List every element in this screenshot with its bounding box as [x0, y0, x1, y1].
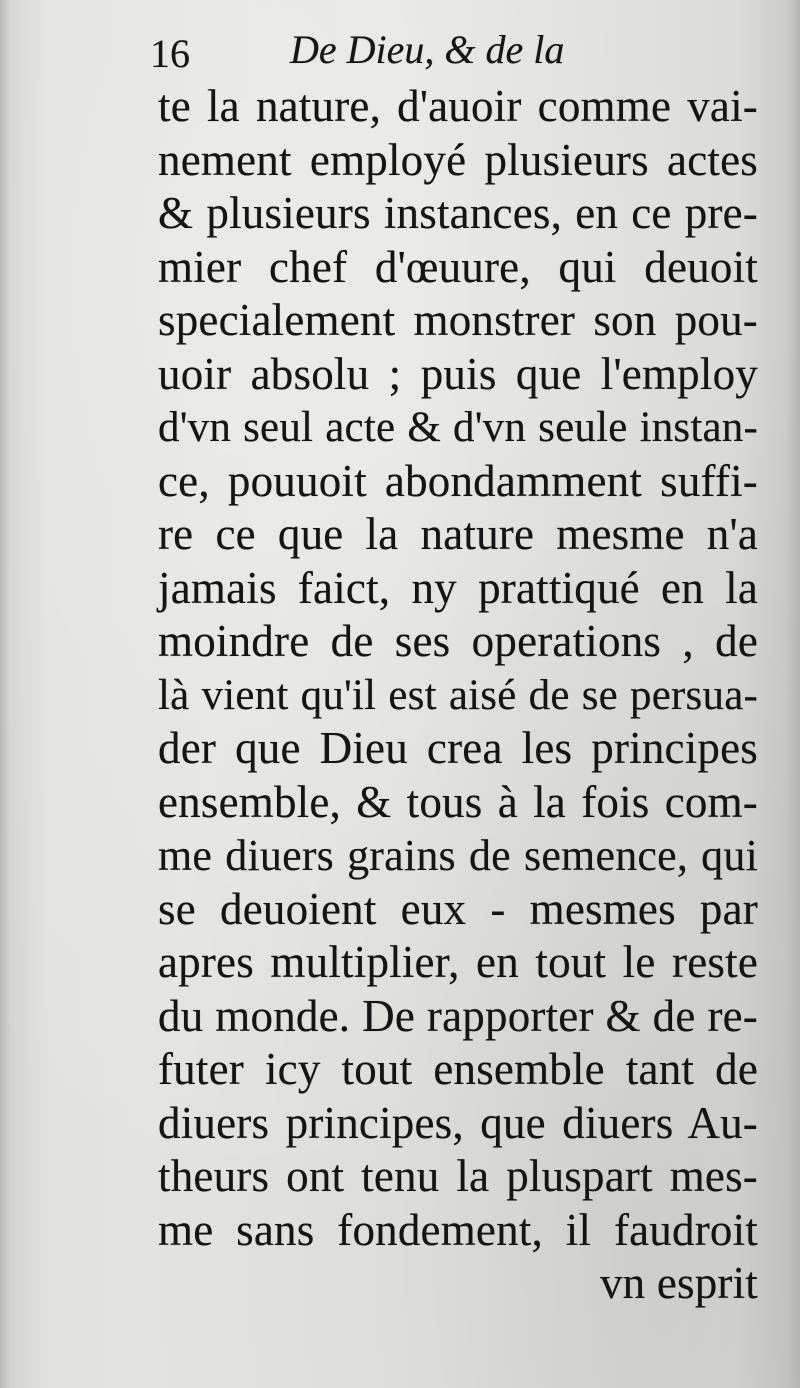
text-line: là vient qu'il est aisé de se persua-: [158, 671, 758, 719]
body-text: [158, 80, 758, 1311]
text-line: futer icy tout ensemble tant de: [158, 1044, 758, 1094]
text-line: apres multiplier, en tout le reste: [158, 937, 758, 987]
text-line: theurs ont tenu la pluspart mes-: [158, 1151, 758, 1201]
text-line: ce, pouuoit abondamment suffi-: [158, 455, 758, 506]
running-head: De Dieu, & de la: [290, 27, 565, 72]
text-line: specialement monstrer son pou-: [158, 295, 758, 345]
text-line: se deuoient eux - mesmes par: [158, 883, 758, 934]
text-line: d'vn seul acte & d'vn seule instan-: [158, 404, 758, 451]
text-line: & plusieurs instances, en ce pre-: [158, 188, 758, 238]
page-right-edge-shadow: [786, 0, 800, 1388]
text-line: du monde. De rapporter & de re-: [158, 990, 758, 1041]
page-header: [150, 12, 630, 82]
page-number: 16: [150, 31, 190, 76]
text-line: re ce que la nature mesme n'a: [158, 509, 758, 559]
text-line: moindre de ses operations , de: [158, 616, 758, 666]
text-line: der que Dieu crea les principes: [158, 723, 758, 773]
text-line: diuers principes, que diuers Au-: [158, 1097, 758, 1148]
text-line: uoir absolu ; puis que l'employ: [158, 348, 758, 399]
text-line: me sans fondement, il faudroit: [158, 1204, 758, 1255]
text-line: ensemble, & tous à la fois com-: [158, 776, 758, 827]
text-line: mier chef d'œuure, qui deuoit: [158, 241, 758, 292]
catchword: vn esprit: [599, 1258, 758, 1308]
text-line: nement employé plusieurs actes: [158, 134, 758, 185]
text-line: jamais faict, ny prattiqué en la: [158, 562, 758, 613]
text-line: me diuers grains de semence, qui: [158, 831, 758, 880]
page-left-edge-shadow: [0, 0, 10, 1388]
text-line: te la nature, d'auoir comme vai-: [158, 81, 758, 131]
